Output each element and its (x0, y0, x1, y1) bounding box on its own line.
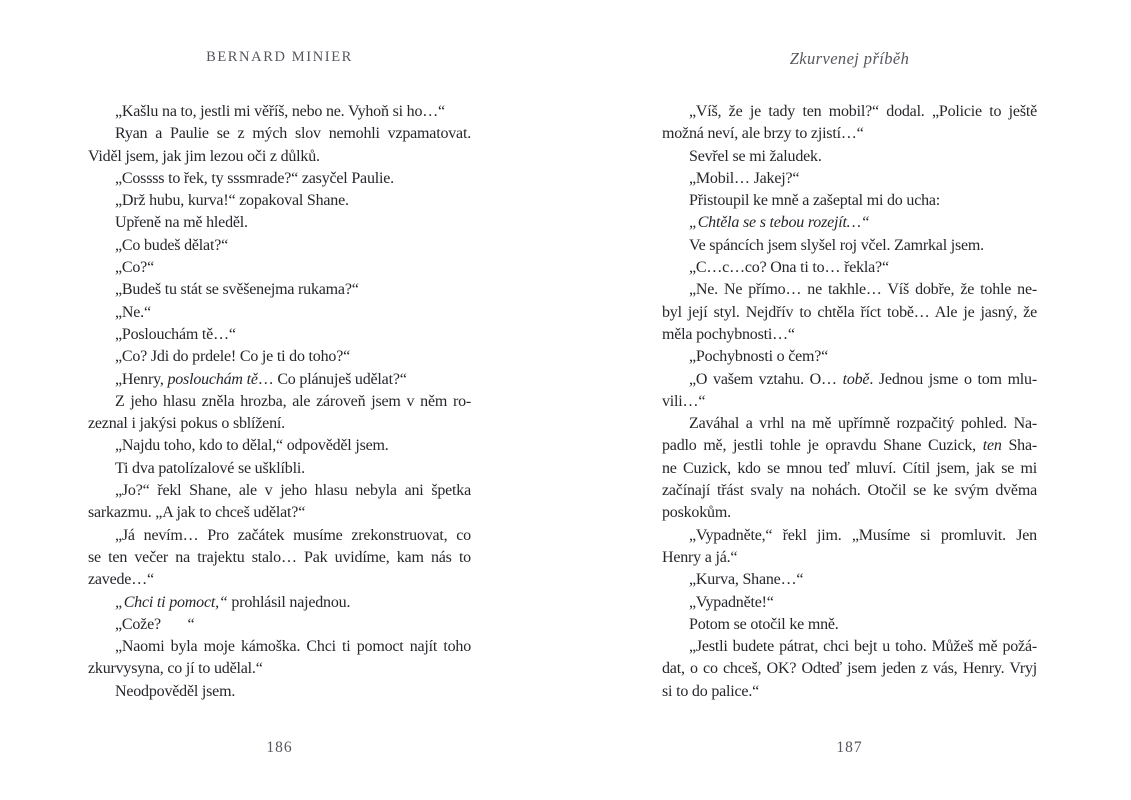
text-line (88, 681, 471, 703)
text-segment: Ti dva patolízalové se ušklíbli. (115, 459, 305, 477)
text-segment: „Co?“ (115, 259, 154, 277)
text-segment: měla pochybnosti…“ (662, 325, 795, 343)
text-segment: „Naomi byla moje kámoška. Chci ti pomoct najít toho (115, 638, 471, 656)
text-segment: poskokům. (662, 504, 731, 522)
text-segment: vili…“ (662, 392, 706, 410)
text-line (662, 324, 1037, 346)
text-segment: zkurvysyna, co jí to udělal.“ (88, 660, 263, 678)
text-line (88, 212, 471, 234)
left-page (88, 0, 471, 800)
text-segment: začínají třást svaly na nohách. Otočil se ke svým dvěma (662, 482, 1037, 500)
text-segment: ne Cuzick, kdo se mnou teď mluví. Cítil jsem, jak se mi (662, 459, 1037, 477)
text-line (662, 547, 1037, 569)
text-line (662, 458, 1037, 480)
text-line (88, 480, 471, 502)
text-line (88, 369, 471, 391)
running-header-title: Zkurvenej příběh (789, 49, 910, 68)
text-line (662, 302, 1037, 324)
text-line (88, 146, 471, 168)
text-segment: Potom se otočil ke mně. (689, 615, 839, 633)
text-line (88, 547, 471, 569)
right-page-number: 187 (836, 739, 863, 756)
text-segment: „Jo?“ řekl Shane, ale v jeho hlasu nebyla ani špetka (115, 482, 471, 500)
text-segment: Neodpověděl jsem. (115, 682, 236, 700)
text-line (662, 658, 1037, 680)
italic-text-segment: „Chci ti pomoct,“ (115, 593, 228, 611)
text-segment: „Jestli budete pátrat, chci bejt u toho. Můžeš mě požá- (689, 638, 1037, 656)
text-segment: se ten večer na trajektu stalo… Pak uvidíme, kam nás to (88, 548, 471, 566)
text-segment: „Co budeš dělat?“ (115, 236, 228, 254)
text-segment: padlo mě, jestli tohle je opravdu Shane Cuzick, (662, 437, 983, 455)
italic-text-segment: ten (982, 437, 1002, 455)
text-segment: zavede…“ (88, 571, 154, 589)
text-line (662, 614, 1037, 636)
text-line (662, 569, 1037, 591)
text-segment: „Poslouchám tě…“ (115, 325, 236, 343)
text-segment: sarkazmu. „A jak to chceš udělat?“ (88, 504, 306, 522)
text-line (88, 458, 471, 480)
text-segment: Zaváhal a vrhl na mě upřímně rozpačitý pohled. Na- (689, 415, 1037, 433)
text-segment: si to do palice.“ (662, 682, 760, 700)
text-segment: „Vypadněte!“ (689, 593, 774, 611)
text-segment: Přistoupil ke mně a zašeptal mi do ucha: (689, 192, 941, 210)
text-line (88, 235, 471, 257)
text-line (88, 502, 471, 524)
left-page-text (88, 101, 471, 703)
text-segment: „C…c…co? Ona ti to… řekla?“ (689, 259, 889, 277)
text-segment: „Já nevím… Pro začátek musíme zrekonstruovat, co (115, 526, 471, 544)
text-line (662, 235, 1037, 257)
text-segment: zeznal i jakýsi pokus o sblížení. (88, 415, 285, 433)
left-page-number: 186 (266, 739, 293, 756)
text-segment: Henry a já.“ (662, 548, 738, 566)
running-header-author: BERNARD MINIER (206, 49, 353, 65)
text-line (662, 190, 1037, 212)
text-line (662, 636, 1037, 658)
text-line (88, 279, 471, 301)
italic-text-segment: „Chtěla se s tebou rozejít…“ (689, 214, 870, 232)
text-line (88, 525, 471, 547)
text-segment: „Vypadněte,“ řekl jim. „Musíme si promluvit. Jen (689, 526, 1037, 544)
text-segment: „Pochybnosti o čem?“ (689, 348, 829, 366)
text-segment: „Cože? “ (115, 615, 195, 633)
text-line (88, 413, 471, 435)
text-line (662, 257, 1037, 279)
text-segment: Sevřel se mi žaludek. (689, 147, 822, 165)
text-segment: „Kašlu na to, jestli mi věříš, nebo ne. Vyhoň si ho…“ (115, 103, 445, 120)
text-line (88, 592, 471, 614)
text-line (662, 346, 1037, 368)
italic-text-segment: poslouchám tě (167, 370, 258, 388)
text-line (662, 101, 1037, 123)
text-line (88, 346, 471, 368)
text-line (88, 101, 471, 123)
text-line (662, 480, 1037, 502)
text-line (88, 168, 471, 190)
text-line (662, 391, 1037, 413)
text-line (88, 391, 471, 413)
text-line (88, 614, 471, 636)
text-line (88, 636, 471, 658)
italic-text-segment: tobě (842, 370, 870, 388)
text-line (88, 658, 471, 680)
text-line (662, 502, 1037, 524)
text-segment: „Ne. Ne přímo… ne takhle… Víš dobře, že tohle ne- (689, 281, 1037, 299)
text-segment: „Co? Jdi do prdele! Co je ti do toho?“ (115, 348, 351, 366)
text-segment: Viděl jsem, jak jim lezou oči z důlků. (88, 147, 320, 165)
text-line (662, 369, 1037, 391)
text-segment: . Jednou jsme o tom mlu- (869, 370, 1037, 388)
text-line (88, 435, 471, 457)
text-segment: … Co plánuješ udělat?“ (257, 370, 407, 388)
text-segment: „Najdu toho, kdo to dělal,“ odpověděl jsem. (115, 437, 389, 455)
text-line (662, 413, 1037, 435)
text-segment: „Cossss to řek, ty sssmrade?“ zasyčel Paulie. (115, 169, 394, 187)
text-line (88, 302, 471, 324)
text-line (88, 123, 471, 145)
text-segment: Ve spáncích jsem slyšel roj včel. Zamrkal jsem. (689, 236, 984, 254)
text-segment: Z jeho hlasu zněla hrozba, ale zároveň jsem v něm ro- (115, 392, 471, 410)
text-line (662, 435, 1037, 457)
text-line (88, 190, 471, 212)
text-segment: Upřeně na mě hleděl. (115, 214, 248, 232)
text-line (662, 212, 1037, 234)
text-segment: možná neví, ale brzy to zjistí…“ (662, 125, 864, 143)
text-segment: byl její styl. Nejdřív to chtěla říct tobě… Ale je jasný, že (662, 303, 1037, 321)
text-segment: „Ne.“ (115, 303, 151, 321)
text-segment: „Kurva, Shane…“ (689, 571, 804, 589)
text-line (662, 525, 1037, 547)
text-segment: „Henry, (115, 370, 168, 388)
text-line (662, 123, 1037, 145)
text-segment: Ryan a Paulie se z mých slov nemohli vzpamatovat. (115, 125, 471, 143)
text-segment: „Drž hubu, kurva!“ zopakoval Shane. (115, 192, 349, 210)
text-segment: Sha- (1001, 437, 1037, 455)
text-line (662, 168, 1037, 190)
text-line (662, 279, 1037, 301)
right-page (662, 0, 1037, 800)
text-segment: „O vašem vztahu. O… (689, 370, 843, 388)
text-line (88, 257, 471, 279)
text-line (662, 681, 1037, 703)
text-segment: prohlásil najednou. (227, 593, 351, 611)
right-page-text (662, 101, 1037, 703)
text-line (88, 324, 471, 346)
text-segment: „Víš, že je tady ten mobil?“ dodal. „Policie to ještě (689, 103, 1037, 120)
text-line (88, 569, 471, 591)
text-segment: „Mobil… Jakej?“ (689, 169, 800, 187)
text-segment: „Budeš tu stát se svěšenejma rukama?“ (115, 281, 359, 299)
text-line (662, 146, 1037, 168)
text-segment: dat, o co chceš, OK? Odteď jsem jeden z vás, Henry. Vryj (662, 660, 1037, 678)
text-line (662, 592, 1037, 614)
